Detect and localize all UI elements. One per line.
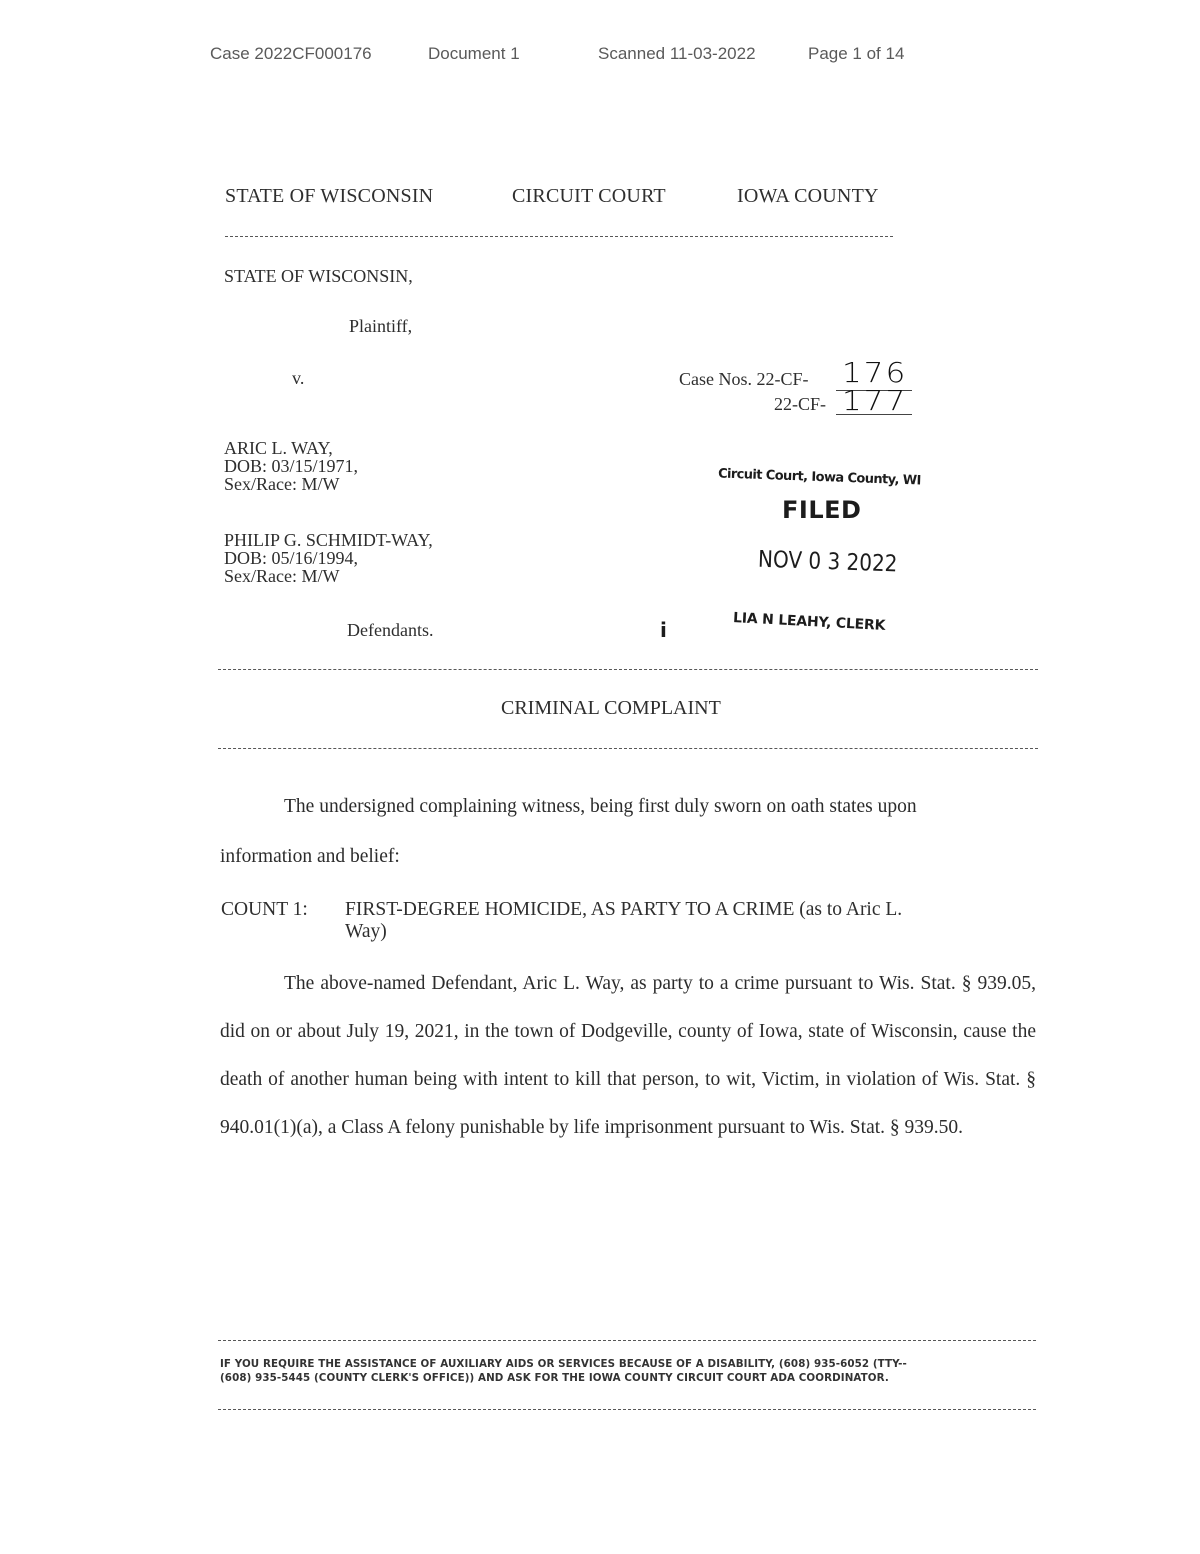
ada-rule-top <box>218 1340 1036 1341</box>
defendant-1-sex-race: Sex/Race: M/W <box>224 474 340 494</box>
case-no-handwritten-2: 177 <box>842 384 908 417</box>
document-title: CRIMINAL COMPLAINT <box>501 697 721 719</box>
case-no-underline-2 <box>836 414 912 415</box>
stamp-date: NOV 0 3 2022 <box>757 544 898 578</box>
defendant-1-name: ARIC L. WAY, <box>224 438 333 458</box>
caption-state: STATE OF WISCONSIN <box>225 185 434 207</box>
title-rule-bottom <box>218 748 1038 749</box>
case-no-handwritten-1: 176 <box>842 356 908 389</box>
count-1-heading <box>345 899 902 921</box>
page-count-header: Page 1 of 14 <box>808 44 905 63</box>
defendant-2-dob: DOB: 05/16/1994, <box>224 548 359 568</box>
count-1-body <box>220 960 1036 1152</box>
defendant-1-dob: DOB: 03/15/1971, <box>224 456 359 476</box>
defendants-label: Defendants. <box>347 620 434 640</box>
stamp-court-line: Circuit Court, Iowa County, WI <box>717 466 921 489</box>
caption-divider <box>225 236 893 237</box>
title-rule-top <box>218 669 1038 670</box>
stamp-clerk: LIA N LEAHY, CLERK <box>732 610 886 634</box>
caption-county: IOWA COUNTY <box>737 185 879 207</box>
count-1-qualifier-cont: Way) <box>345 921 387 942</box>
versus-label: v. <box>292 368 305 388</box>
case-number-header: Case 2022CF000176 <box>210 44 372 63</box>
count-1-body-text: The above-named Defendant, Aric L. Way, as party to a crime pursuant to Wis. Stat. § 939.05, did on or about July 19, 2021, in the town of Dodgeville, county of Iowa, state of Wisconsin, cause the death of another human being with intent to kill that person, to wit, Victim, in violation of Wis. Stat. § 940.01(1)(a), a Class A felony punishable by life imprisonment pursuant to Wis. Stat. § 939.50. <box>220 973 1036 1138</box>
case-nos-label-text: Case Nos. <box>679 369 752 389</box>
plaintiff-label: Plaintiff, <box>349 316 413 336</box>
ada-rule-bottom <box>218 1409 1036 1410</box>
defendant-2-sex-race: Sex/Race: M/W <box>224 566 340 586</box>
caption-court: CIRCUIT COURT <box>512 185 666 207</box>
count-1-label: COUNT 1: <box>221 899 308 920</box>
ada-notice-line-2: (608) 935-5445 (COUNTY CLERK'S OFFICE)) AND ASK FOR THE IOWA COUNTY CIRCUIT COURT ADA COORDINATOR. <box>220 1372 889 1384</box>
count-1-qualifier: (as to Aric L. <box>799 899 903 920</box>
intro-line-1 <box>220 795 1036 819</box>
stamp-filed: FILED <box>782 496 862 524</box>
scanned-date-header: Scanned 11-03-2022 <box>598 44 756 63</box>
plaintiff-name: STATE OF WISCONSIN, <box>224 266 413 286</box>
document-number-header: Document 1 <box>428 44 520 63</box>
stray-mark: i <box>660 618 667 642</box>
defendant-2-name: PHILIP G. SCHMIDT-WAY, <box>224 530 433 550</box>
ada-notice <box>220 1357 1040 1385</box>
case-no-prefix-1: 22-CF- <box>756 369 809 389</box>
intro-text-1: The undersigned complaining witness, being first duly sworn on oath states upon <box>284 796 917 817</box>
ada-notice-line-1: IF YOU REQUIRE THE ASSISTANCE OF AUXILIARY AIDS OR SERVICES BECAUSE OF A DISABILITY, (608) 935-6052 (TTY-- <box>220 1358 907 1370</box>
intro-line-2: information and belief: <box>220 846 400 867</box>
count-1-heading-text: FIRST-DEGREE HOMICIDE, AS PARTY TO A CRIME <box>345 899 795 920</box>
case-no-prefix-2: 22-CF- <box>774 394 827 414</box>
case-nos-label <box>679 371 809 388</box>
